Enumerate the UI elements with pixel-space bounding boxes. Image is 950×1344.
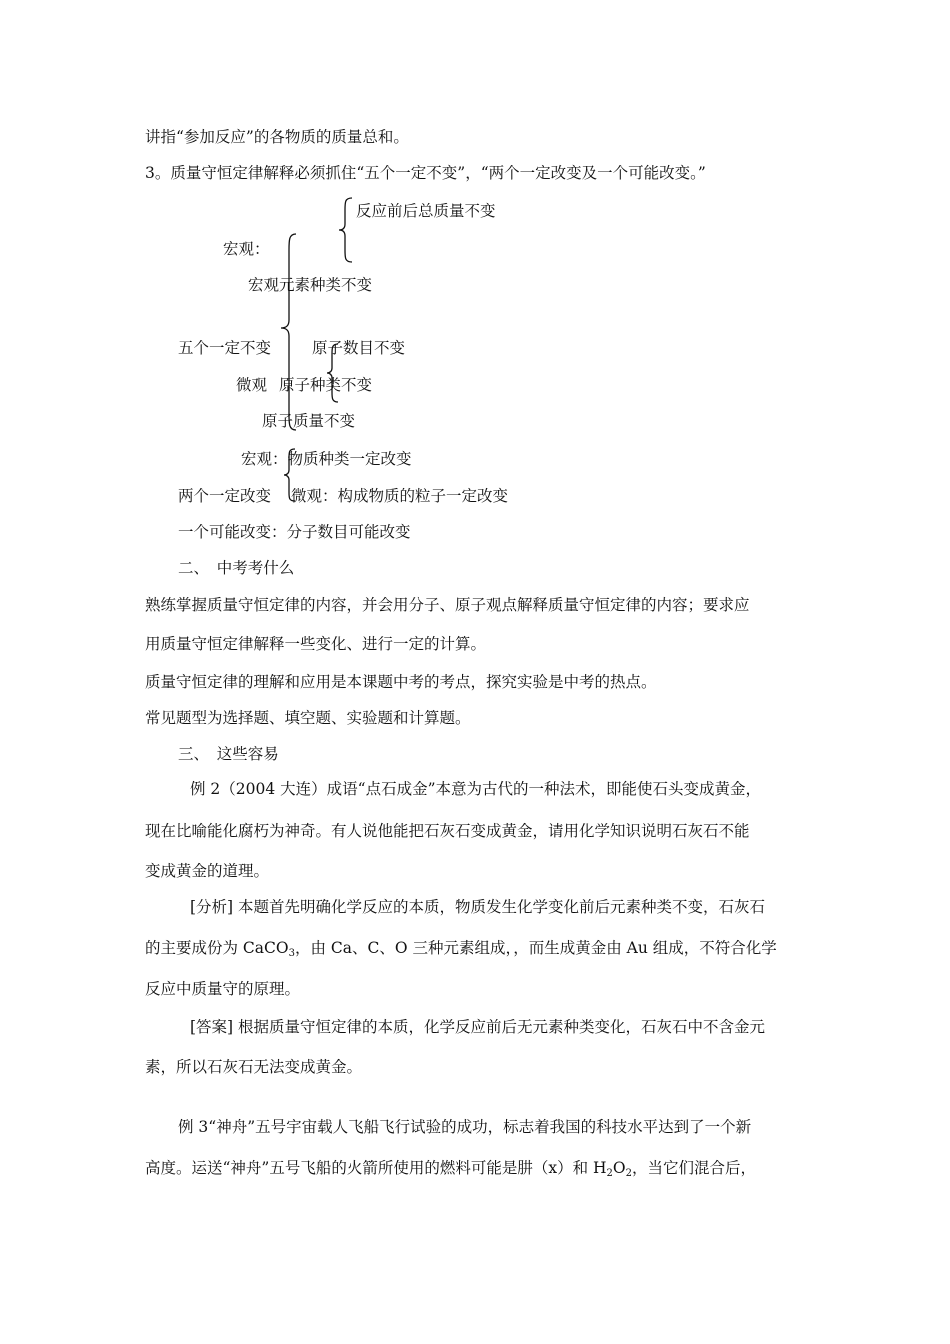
- text-line: 讲指“参加反应”的各物质的质量总和。: [145, 128, 409, 146]
- text-line: 素，所以石灰石无法变成黄金。: [145, 1058, 363, 1076]
- text-line: 3。质量守恒定律解释必须抓住“五个一定不变”，“两个一定改变及一个可能改变。”: [145, 164, 706, 182]
- diagram-label: 宏观元素种类不变: [248, 276, 373, 294]
- text-span: 的主要成份为 CaCO: [145, 939, 289, 957]
- section-heading: 二、 中考考什么: [178, 559, 295, 577]
- text-line: 一个可能改变：分子数目可能改变: [178, 523, 411, 541]
- diagram-label: 原子质量不变: [262, 412, 356, 430]
- diagram-label: 原子数目不变: [312, 339, 406, 357]
- text-line: 质量守恒定律的理解和应用是本课题中考的考点，探究实验是中考的热点。: [145, 673, 657, 691]
- text-line: 常见题型为选择题、填空题、实验题和计算题。: [145, 709, 471, 727]
- diagram-label: 两个一定改变: [178, 487, 272, 505]
- text-line: [分析] 本题首先明确化学反应的本质，物质发生化学变化前后元素种类不变，石灰石: [190, 898, 766, 916]
- subscript: 2: [625, 1168, 633, 1179]
- text-line: 例 3“神舟”五号宇宙载人飞船飞行试验的成功，标志着我国的科技水平达到了一个新: [178, 1118, 752, 1136]
- text-line: [145, 938, 777, 958]
- diagram-label: 五个一定不变: [178, 339, 272, 357]
- diagram-label: 微观: [236, 376, 268, 394]
- text-line: 现在比喻能化腐朽为神奇。有人说他能把石灰石变成黄金，请用化学知识说明石灰石不能: [145, 822, 750, 840]
- text-span: ，当它们混合后，: [632, 1159, 757, 1177]
- text-line: [答案] 根据质量守恒定律的本质，化学反应前后无元素种类变化，石灰石中不含金元: [190, 1018, 766, 1036]
- text-line: 用质量守恒定律解释一些变化、进行一定的计算。: [145, 635, 487, 653]
- text-line: [145, 1158, 756, 1178]
- brace-two: [283, 447, 297, 503]
- brace-micro: [326, 342, 340, 404]
- diagram-label: 反应前后总质量不变: [356, 202, 496, 220]
- brace-five: [280, 232, 298, 432]
- text-line: 熟练掌握质量守恒定律的内容，并会用分子、原子观点解释质量守恒定律的内容；要求应: [145, 596, 750, 614]
- brace-macro: [338, 196, 354, 264]
- diagram-label: 宏观：: [223, 240, 270, 258]
- text-span: ，由 Ca、C、O 三种元素组成，，而生成黄金由 Au 组成，不符合化学: [294, 939, 777, 957]
- text-span: 高度。运送“神舟”五号飞船的火箭所使用的燃料可能是肼（x）和 H: [145, 1159, 607, 1177]
- section-heading: 三、 这些容易: [178, 745, 279, 763]
- diagram-label: 原子种类不变: [279, 376, 373, 394]
- text-line: 反应中质量守的原理。: [145, 980, 301, 998]
- subscript: 2: [606, 1168, 613, 1179]
- text-line: 例 2（2004 大连）成语“点石成金”本意为古代的一种法术，即能使石头变成黄金，: [190, 780, 762, 798]
- diagram-label: 微观：构成物质的粒子一定改变: [291, 487, 509, 505]
- text-span: O: [612, 1159, 626, 1177]
- diagram-label: 宏观：物质种类一定改变: [241, 450, 412, 468]
- subscript: 3: [288, 948, 295, 959]
- text-line: 变成黄金的道理。: [145, 862, 270, 880]
